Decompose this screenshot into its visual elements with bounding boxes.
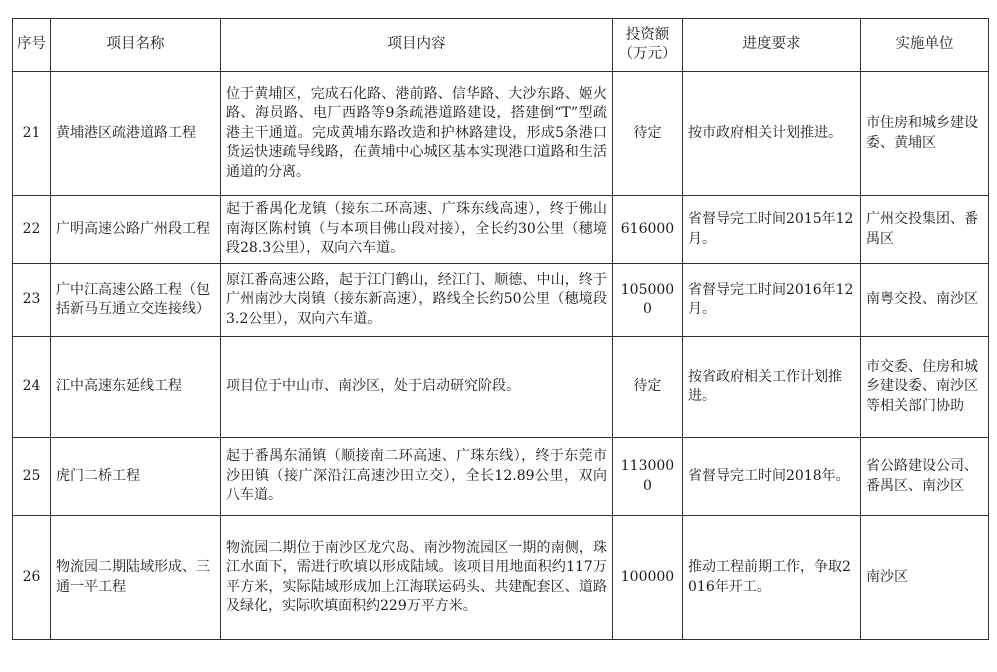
cell-progress: 省督导完工时间2018年。 (683, 438, 861, 516)
cell-name: 广明高速公路广州段工程 (51, 196, 221, 264)
cell-name: 虎门二桥工程 (51, 438, 221, 516)
cell-name: 江中高速东延线工程 (51, 337, 221, 438)
cell-amount: 待定 (613, 337, 683, 438)
cell-name: 物流园二期陆域形成、三通一平工程 (51, 516, 221, 640)
table-row (13, 337, 989, 438)
cell-content: 起于番禺化龙镇（接东二环高速、广珠东线高速），终于佛山南海区陈村镇（与本项目佛山段对接），全长约30公里（穗境段28.3公里），双向六车道。 (221, 196, 613, 264)
cell-no: 24 (13, 337, 51, 438)
cell-content: 位于黄埔区，完成石化路、港前路、信华路、大沙东路、姬火路、海员路、电厂西路等9条疏港道路建设，搭建倒“T”型疏港主干通道。完成黄埔东路改造和护林路建设，形成5条港口货运快速疏导线路，在黄埔中心城区基本实现港口道路和生活通道的分离。 (221, 72, 613, 196)
header-content: 项目内容 (221, 19, 613, 72)
cell-unit: 南粤交投、南沙区 (861, 264, 989, 337)
header-amount: 投资额（万元） (613, 19, 683, 72)
cell-content: 起于番禺东涌镇（顺接南二环高速、广珠东线），终于东莞市沙田镇（接广深沿江高速沙田立交），全长12.89公里，双向八车道。 (221, 438, 613, 516)
cell-no: 26 (13, 516, 51, 640)
cell-unit: 省公路建设公司、番禺区、南沙区 (861, 438, 989, 516)
cell-unit: 市交委、住房和城乡建设委、南沙区等相关部门协助 (861, 337, 989, 438)
project-table (12, 18, 989, 640)
cell-name: 黄埔港区疏港道路工程 (51, 72, 221, 196)
table-row (13, 438, 989, 516)
header-no: 序号 (13, 19, 51, 72)
cell-amount: 待定 (613, 72, 683, 196)
cell-progress: 省督导完工时间2016年12月。 (683, 264, 861, 337)
project-table-page (12, 18, 988, 640)
cell-content: 项目位于中山市、南沙区，处于启动研究阶段。 (221, 337, 613, 438)
cell-progress: 推动工程前期工作，争取2016年开工。 (683, 516, 861, 640)
cell-amount: 1050000 (613, 264, 683, 337)
table-row (13, 72, 989, 196)
header-name: 项目名称 (51, 19, 221, 72)
cell-progress: 省督导完工时间2015年12月。 (683, 196, 861, 264)
cell-unit: 市住房和城乡建设委、黄埔区 (861, 72, 989, 196)
table-row (13, 516, 989, 640)
cell-no: 21 (13, 72, 51, 196)
table-row (13, 196, 989, 264)
table-header-row (13, 19, 989, 72)
cell-content: 物流园二期位于南沙区龙穴岛、南沙物流园区一期的南侧，珠江水面下，需进行吹填以形成陆域。该项目用地面积约117万平方米，实际陆域形成加上江海联运码头、共建配套区、道路及绿化，实际吹填面积约229万平方米。 (221, 516, 613, 640)
cell-no: 25 (13, 438, 51, 516)
cell-name: 广中江高速公路工程（包括新马互通立交连接线） (51, 264, 221, 337)
cell-unit: 南沙区 (861, 516, 989, 640)
cell-progress: 按市政府相关计划推进。 (683, 72, 861, 196)
cell-amount: 1130000 (613, 438, 683, 516)
table-row (13, 264, 989, 337)
cell-no: 22 (13, 196, 51, 264)
cell-progress: 按省政府相关工作计划推进。 (683, 337, 861, 438)
cell-no: 23 (13, 264, 51, 337)
cell-amount: 100000 (613, 516, 683, 640)
header-unit: 实施单位 (861, 19, 989, 72)
header-progress: 进度要求 (683, 19, 861, 72)
cell-amount: 616000 (613, 196, 683, 264)
cell-content: 原江番高速公路，起于江门鹤山，经江门、顺德、中山，终于广州南沙大岗镇（接东新高速），路线全长约50公里（穗境段3.2公里），双向六车道。 (221, 264, 613, 337)
cell-unit: 广州交投集团、番禺区 (861, 196, 989, 264)
